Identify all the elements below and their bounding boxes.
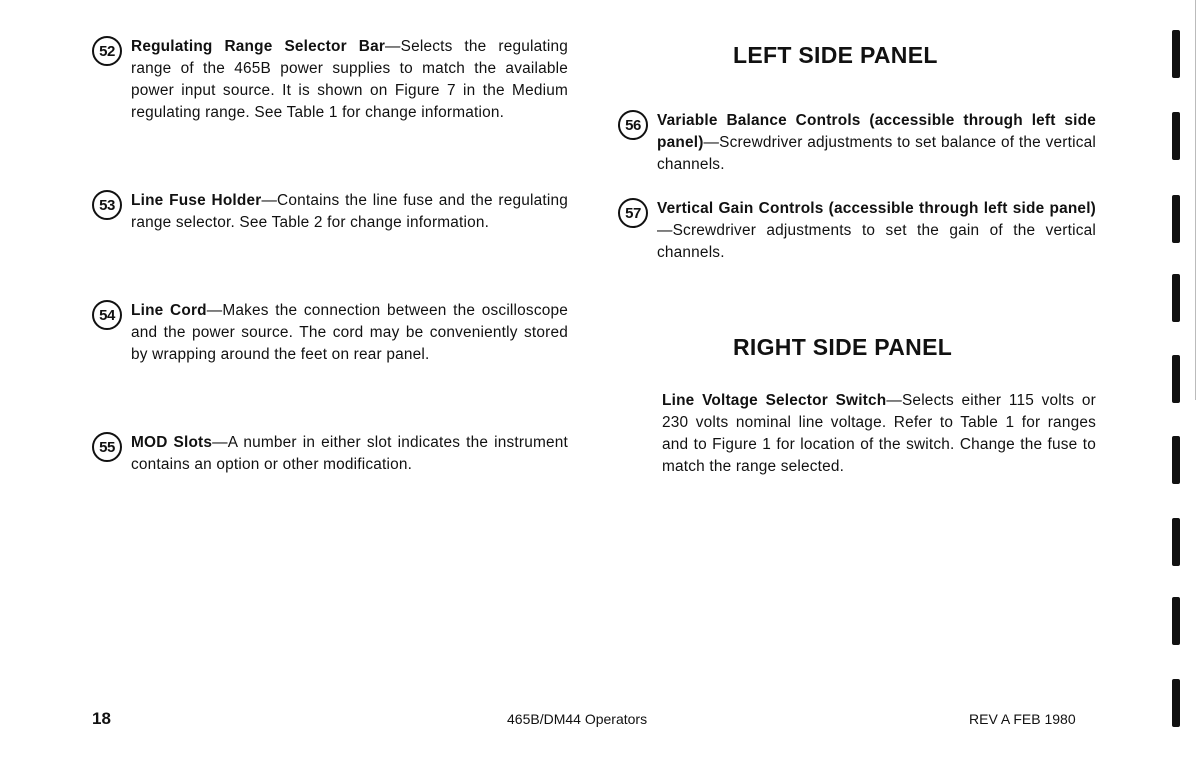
callout-number: 52 <box>92 36 122 66</box>
edge-mark <box>1172 195 1180 243</box>
edge-mark <box>1172 597 1180 645</box>
edge-mark <box>1172 274 1180 322</box>
edge-mark <box>1172 30 1180 78</box>
item-text: —Selects the regulating range of the 465B power supplies to match the available power input source. It is shown on Figure 7 in the Medium regulating range. See Table 1 for change information. <box>131 38 568 121</box>
item-term: Vertical Gain Controls (accessible through left side panel) <box>657 200 1096 217</box>
line-voltage-selector-description <box>662 390 1096 478</box>
edge-mark <box>1172 355 1180 403</box>
item-description <box>657 110 1096 176</box>
callout-number: 55 <box>92 432 122 462</box>
item-52 <box>92 36 568 124</box>
callout-number: 54 <box>92 300 122 330</box>
item-description <box>131 190 568 234</box>
edge-mark <box>1172 436 1180 484</box>
item-description <box>131 36 568 124</box>
item-55 <box>92 432 568 476</box>
callout-number: 56 <box>618 110 648 140</box>
item-description <box>131 300 568 366</box>
page-number: 18 <box>92 709 111 728</box>
callout-number: 57 <box>618 198 648 228</box>
callout-number: 53 <box>92 190 122 220</box>
item-term: Variable Balance Controls (accessible through left side panel) <box>657 112 1096 151</box>
item-text: —Screwdriver adjustments to set the gain of the vertical channels. <box>657 222 1096 261</box>
binding-edge-marks <box>1172 0 1180 763</box>
edge-mark <box>1172 112 1180 160</box>
edge-mark <box>1172 679 1180 727</box>
item-54 <box>92 300 568 366</box>
item-text: —Contains the line fuse and the regulating range selector. See Table 2 for change information. <box>131 192 568 231</box>
item-description <box>131 432 568 476</box>
item-text: —Screwdriver adjustments to set balance of the vertical channels. <box>657 134 1096 173</box>
item-term: Line Fuse Holder <box>131 192 262 209</box>
item-description <box>657 198 1096 264</box>
item-term: Regulating Range Selector Bar <box>131 38 386 55</box>
right-side-panel-heading: RIGHT SIDE PANEL <box>733 334 953 360</box>
item-text: —Makes the connection between the oscilloscope and the power source. The cord may be conveniently stored by wrapping around the feet on rear panel. <box>131 302 569 363</box>
item-text: —Selects either 115 volts or 230 volts nominal line voltage. Refer to Table 1 for ranges and to Figure 1 for location of the switch. Change the fuse to match the range selected. <box>662 392 1096 475</box>
item-term: Line Cord <box>131 302 207 319</box>
page-edge-line <box>1195 0 1196 400</box>
item-53 <box>92 190 568 234</box>
footer-revision: REV A FEB 1980 <box>969 711 1076 727</box>
footer-document-title: 465B/DM44 Operators <box>507 711 648 727</box>
item-term: Line Voltage Selector Switch <box>662 392 887 409</box>
edge-mark <box>1172 518 1180 566</box>
item-term: MOD Slots <box>131 434 213 451</box>
item-57 <box>618 198 1096 264</box>
left-side-panel-heading: LEFT SIDE PANEL <box>733 42 938 68</box>
item-56 <box>618 110 1096 176</box>
item-text: —A number in either slot indicates the instrument contains an option or other modification. <box>131 434 568 473</box>
